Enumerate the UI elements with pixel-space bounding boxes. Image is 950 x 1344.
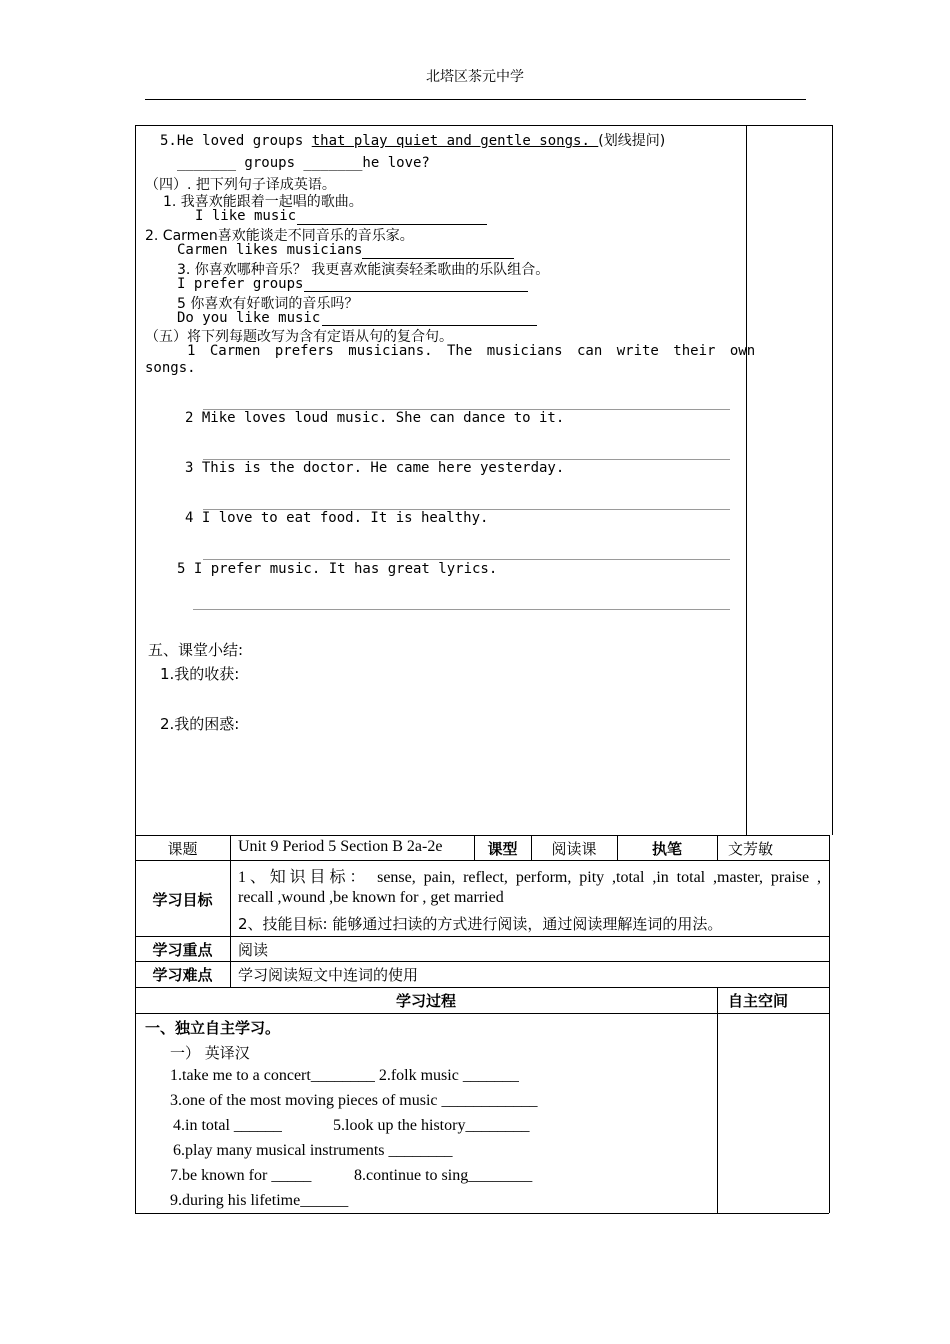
upper-box-left [135, 125, 136, 835]
info-row1-top [135, 835, 829, 836]
s5-5: 5 I prefer music. It has great lyrics. [177, 561, 498, 577]
vocab-line4: 6.play many musical instruments ________ [173, 1142, 453, 1159]
type-label: 课型 [487, 840, 518, 858]
info-row3-top [135, 936, 829, 937]
sec4-title: （四）. 把下列句子译成英语。 [145, 177, 336, 193]
table-right [829, 835, 830, 1213]
confusion-label: 2.我的困惑: [160, 715, 240, 733]
s5-2: 2 Mike loves loud music. She can dance to it. [185, 410, 565, 426]
s4-3-blank [304, 291, 528, 292]
label-col-divider [230, 835, 231, 987]
s4-2: 2. Carmen喜欢能谈走不同音乐的音乐家。 [145, 228, 414, 244]
gain-label: 1.我的收获: [160, 665, 240, 683]
key-label: 学习重点 [152, 941, 213, 959]
info-row5-top [135, 987, 829, 988]
row1-divider-d [717, 835, 718, 860]
topic-label: 课题 [167, 840, 198, 858]
s5-1a: 1 Carmen prefers musicians. The musicians can write their own [187, 343, 756, 359]
info-row4-top [135, 961, 829, 962]
vocab-line3a: 4.in total ______ [173, 1117, 282, 1134]
sec5-title: （五）将下列每题改写为含有定语从句的复合句。 [145, 329, 453, 345]
q5-prefix: 5.He loved groups [160, 133, 312, 149]
s4-5-answer: Do you like music [177, 310, 321, 326]
goal-line1: 1、知识目标： sense, pain, reflect, perform, pity ,total ,in total ,master, praise , [238, 869, 821, 886]
s5-3: 3 This is the doctor. He came here yesterday. [185, 460, 565, 476]
process-side-divider [717, 987, 718, 1213]
topic-value: Unit 9 Period 5 Section B 2a-2e [238, 838, 443, 855]
vocab-line5b: 8.continue to sing________ [354, 1167, 533, 1184]
q5-underlined: that play quiet and gentle songs. [311, 133, 599, 149]
side-header: 自主空间 [728, 992, 789, 1010]
goal-label: 学习目标 [152, 891, 213, 909]
info-row2-top [135, 860, 829, 861]
upper-box-divider [746, 125, 747, 835]
s5-4: 4 I love to eat food. It is healthy. [185, 510, 489, 526]
process-header: 学习过程 [395, 992, 456, 1010]
upper-box-top [135, 125, 833, 126]
difficulty-label: 学习难点 [152, 966, 213, 984]
s5-5-blank [193, 609, 730, 610]
process-header-bottom [135, 1013, 829, 1014]
goal-line3: 2、技能目标: 能够通过扫读的方式进行阅读，通过阅读理解连词的用法。 [238, 915, 723, 933]
s4-3-answer: I prefer groups [177, 276, 304, 292]
s5-4-blank [203, 559, 730, 560]
author-label: 执笔 [651, 840, 682, 858]
sub1-title: 一） 英译汉 [170, 1044, 250, 1062]
q5-answer: _______ groups _______he love? [177, 155, 430, 171]
vocab-line5a: 7.be known for _____ [170, 1167, 312, 1184]
s4-2-answer: Carmen likes musicians [177, 242, 363, 258]
q5-suffix: (划线提问) [598, 133, 666, 149]
vocab-line2: 3.one of the most moving pieces of music ____________ [170, 1092, 538, 1109]
summary-title: 五、课堂小结: [148, 641, 244, 659]
table-bottom [135, 1213, 829, 1214]
s4-1: 1. 我喜欢能跟着一起唱的歌曲。 [163, 194, 363, 210]
author-value: 文芳敏 [728, 840, 774, 858]
type-value: 阅读课 [551, 840, 597, 858]
upper-box-right [832, 125, 833, 835]
difficulty-value: 学习阅读短文中连词的使用 [238, 966, 419, 984]
s4-5: 5 你喜欢有好歌词的音乐吗？ [177, 296, 359, 312]
header-school: 北塔区茶元中学 [426, 69, 524, 85]
key-value: 阅读 [238, 941, 269, 959]
vocab-line1: 1.take me to a concert________ 2.folk music _______ [170, 1067, 519, 1084]
s4-3: 3. 你喜欢哪种音乐？ 我更喜欢能演奏轻柔歌曲的乐队组合。 [177, 262, 550, 278]
vocab-line6: 9.during his lifetime______ [170, 1192, 349, 1209]
s5-1b: songs. [145, 360, 196, 376]
goal-line2: recall ,wound ,be known for , get married [238, 889, 504, 906]
header-rule [145, 99, 806, 100]
vocab-line3b: 5.look up the history________ [333, 1117, 530, 1134]
s4-1-answer: I like music [195, 208, 297, 224]
q5-line [160, 130, 665, 150]
section1-title: 一、独立自主学习。 [145, 1019, 281, 1037]
